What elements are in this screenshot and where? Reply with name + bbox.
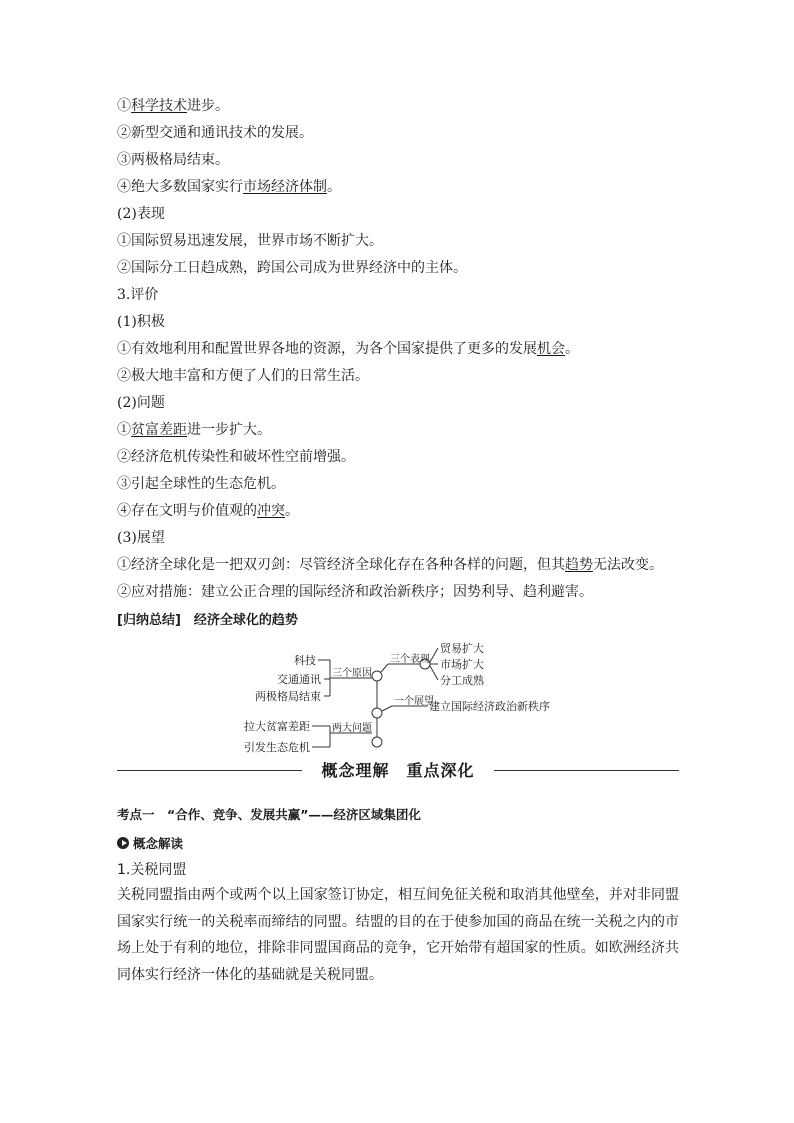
underlined-term: 冲突 [257,503,285,519]
section-banner [117,758,679,782]
subheading: (2)表现 [117,206,165,222]
text-line: ①经济全球化是一把双刃剑：尽管经济全球化存在各种各样的问题，但其趋势无法改变。 [117,557,663,573]
text-line: ④存在文明与价值观的冲突。 [117,503,299,519]
section-title: 概念理解 重点深化 [321,761,475,780]
subheading: (1)积极 [117,314,165,330]
text-line: ②极大地丰富和方便了人们的日常生活。 [117,368,369,384]
outlook-item: 建立国际经济政治新秩序 [429,700,550,713]
shows-label: 三个表现 [390,654,430,665]
divider [494,770,679,771]
problem-item: 拉大贫富差距 [244,720,310,733]
summary-heading: [归纳总结] 经济全球化的趋势 [117,613,298,628]
text-line: ②国际分工日趋成熟，跨国公司成为世界经济中的主体。 [117,260,467,276]
heading: 3.评价 [117,287,159,303]
text-line: ③引起全球性的生态危机。 [117,476,285,492]
text-line: ②经济危机传染性和破坏性空前增强。 [117,449,355,465]
show-item: 市场扩大 [440,658,484,671]
text-line: ④绝大多数国家实行市场经济体制。 [117,179,341,195]
concept-heading: 概念解读 [117,834,183,854]
kaodian-heading: 考点一 “合作、竞争、发展共赢”——经济区域集团化 [117,807,421,822]
text-line: ②应对措施：建立公正合理的国际经济和政治新秩序；因势利导、趋利避害。 [117,584,593,600]
problem-item: 引发生态危机 [244,741,310,754]
text-line: ①有效地利用和配置世界各地的资源，为各个国家提供了更多的发展机会。 [117,341,579,357]
text-line: ③两极格局结束。 [117,152,229,168]
outlook-label: 一个展望 [394,696,434,707]
cause-item: 交通通讯 [277,673,321,686]
underlined-term: 科学技术 [131,98,187,114]
underlined-term: 机会 [537,341,565,357]
globalization-trend-diagram [0,636,794,756]
show-item: 分工成熟 [440,674,484,687]
problems-label: 两大问题 [332,723,372,734]
text-line: ①贫富差距进一步扩大。 [117,422,271,438]
play-circle-icon [117,837,129,849]
underlined-term: 趋势 [565,557,593,573]
cause-item: 科技 [294,654,316,667]
underlined-term: 市场经济体制 [243,179,327,195]
text-line: ①国际贸易迅速发展，世界市场不断扩大。 [117,233,383,249]
underlined-term: 贫富差距 [131,422,187,438]
causes-label: 三个原因 [332,668,372,679]
body-paragraph: 关税同盟指由两个或两个以上国家签订协定，相互间免征关税和取消其他壁垒，并对非同盟国家实行统一的关税率而缔结的同盟。结盟的目的在于使参加国的商品在统一关税之内的市场上处于有利的地位，排除非同盟国商品的竞争，它开始带有超国家的性质。如欧洲经济共同体实行经济一体化的基础就是关税同盟。 [117,887,679,983]
subheading: (3)展望 [117,530,165,546]
show-item: 贸易扩大 [440,642,484,655]
text-line: ②新型交通和通讯技术的发展。 [117,125,313,141]
text-line: ①科学技术进步。 [117,98,229,114]
subheading: (2)问题 [117,395,165,411]
cause-item: 两极格局结束 [255,690,321,703]
topic-heading: 1.关税同盟 [117,862,187,878]
